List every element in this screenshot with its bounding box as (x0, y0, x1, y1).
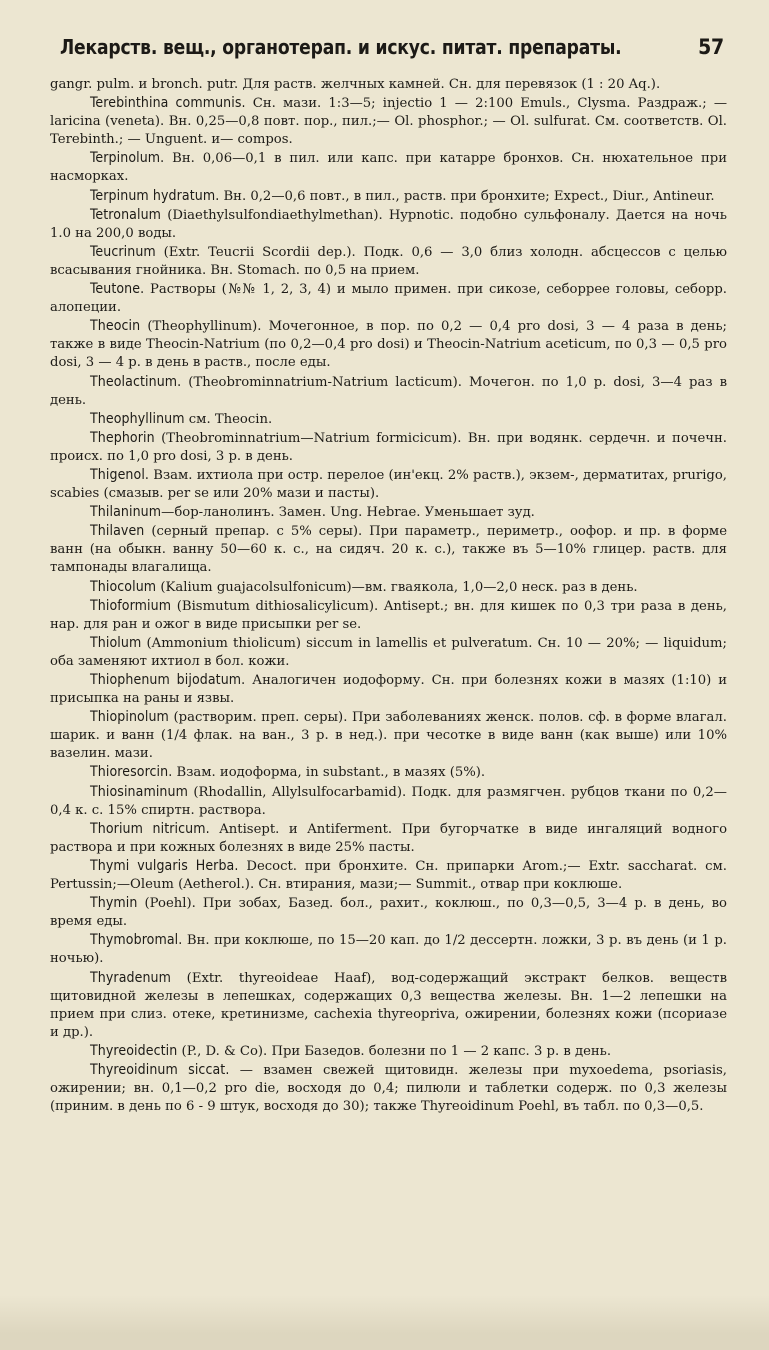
entry-thymobromal (50, 931, 727, 968)
dictionary-text (50, 76, 727, 1116)
entry-text: Antisept. и Antiferment. При бугорчатке в виде ингаляций водного раствора и при кожных болезнях в виде 25% пасты. (50, 821, 728, 855)
entry-thioresorcin (50, 763, 727, 782)
entry-terpinum (50, 187, 727, 206)
entry-text: Взам. ихтиола при остр. перелое (ин'екц. 2% раств.), экзем-, дерматитах, prurigo, scabies (смазыв. per se или 20% мази и пасты). (50, 467, 727, 502)
entry-term: Thioformium (90, 597, 172, 614)
page-number: 57 (698, 35, 724, 59)
entry-term: Thiolum (90, 634, 142, 651)
entry-thyreoidinum (50, 1061, 727, 1116)
entry-term: Thigenol. (90, 466, 150, 483)
entry-term: Terpinum hydratum. (90, 187, 220, 204)
entry-text: (P., D. & Co). При Базедов. болезни по 1 — 2 капс. 3 р. в день. (177, 1043, 612, 1059)
entry-term: Thioresorcin. (90, 764, 173, 781)
entry-term: Terebinthina communis. (90, 95, 246, 112)
entry-text: Сн. мази. 1:3—5; injectio 1 — 2:100 Emuls., Clysma. Раздраж.; — laricina (veneta). Вн. 0,25—0,8 повт. пор., пил.;— Ol. phosphor.; — Ol. sulfurat. См. соответств. Ol. Terebinth.; — Unguent. и— compos. (50, 96, 728, 148)
entry-term: Teutone. (90, 281, 145, 298)
page-header (60, 30, 724, 64)
entry-term: Thorium nitricum. (90, 820, 210, 837)
entry-thiosinaminum (50, 783, 727, 820)
entry-text: Вн. 0,2—0,6 повт., в пил., раств. при бронхите; Expect., Diur., Antineur. (219, 188, 715, 204)
entry-term: Thymin (90, 895, 138, 912)
entry-term: Thephorin (90, 429, 155, 446)
entry-text: (Kalium guajacolsulfonicum)—вм. гваякола, 1,0—2,0 неск. раз в день. (156, 579, 638, 595)
entry-text: (Extr. thyreoideae Haaf), вод-содержащий экстракт белков. веществ щитовидной железы в лепешках, содержащих 0,3 вещества железы. Вн. 1—2 лепешки на прием при слиз. отеке, кретинизме, cachexia thyreopriva, ожирении, болезнях кожи (псориазе и др.). (50, 970, 727, 1040)
entry-thilaninum (50, 503, 727, 522)
entry-term: Thyradenum (90, 969, 172, 986)
entry-term: Terpinolum. (90, 150, 165, 167)
entry-thymin (50, 894, 727, 931)
entry-term: Thilaninum (90, 504, 162, 521)
entry-term: Thymi vulgaris Herba. (90, 857, 239, 874)
entry-term: Thiophenum bijodatum. (90, 672, 246, 688)
entry-term: Thiopinolum (90, 709, 169, 726)
entry-tetronalum (50, 206, 727, 243)
entry-theocin (50, 317, 727, 372)
entry-thymi (50, 857, 727, 894)
entry-text: (Theophyllinum). Мочегонное, в пор. по 0,2 — 0,4 pro dosi, 3 — 4 раза в день; также в виде Theocin-Natrium (по 0,2—0,4 pro dosi) и Theocin-Natrium aceticum, по 0,3 — 0,5 pro dosi, 3 — 4 р. в день в раств., после еды. (50, 319, 727, 371)
entry-thioformium (50, 597, 727, 634)
entry-thephorin (50, 429, 727, 466)
entry-text: — взамен свежей щитовидн. железы при myxoedema, psoriasis, ожирении; вн. 0,1—0,2 pro die, восходя до 0,4; пилюли и таблетки содерж. по 0,3 железы (приним. в день по 6 - 9 штук, восходя до 30); также Thyreoidinum Poehl, въ табл. по 0,3—0,5. (50, 1062, 727, 1115)
entry-terebinthina (50, 94, 727, 149)
entry-term: Theolactinum. (90, 373, 182, 390)
entry-text: (Extr. Teucrii Scordii dep.). Подк. 0,6 — 3,0 близ холодн. абсцессов с целью всасывания гнойника. Вн. Stomach. по 0,5 на прием. (50, 244, 727, 278)
entry-text: (Theobrominnatrium-Natrium lacticum). Мочегон. по 1,0 p. dosi, 3—4 раз в день. (50, 374, 727, 408)
entry-thiocolum (50, 578, 727, 597)
entry-term: Thyreoidinum siccat. (90, 1061, 230, 1078)
entry-theophyllinum (50, 410, 727, 429)
entry-text: Вн. при коклюше, по 15—20 кап. до 1/2 дессертн. ложки, 3 р. въ день (и 1 р. ночью). (50, 933, 727, 967)
entry-thigenol (50, 466, 727, 503)
entry-text: (Theobrominnatrium—Natrium formicicum). Вн. при водянк. сердечн. и почечн. происх. по 1,0 pro dosi, 3 р. в день. (50, 430, 727, 464)
entry-text: (Bismutum dithiosalicylicum). Antisept.; вн. для кишек по 0,3 три раза в день, нар. для ран и ожог в виде присыпки per se. (50, 598, 727, 632)
entry-term: Thyreoidectin (90, 1042, 178, 1059)
running-title: Лекарств. вещ., органотерап. и искус. питат. препараты. (60, 35, 622, 59)
entry-text: (Poehl). При зобах, Базед. бол., рахит., коклюш., по 0,3—0,5, 3—4 р. в день, во время еды. (50, 896, 727, 930)
entry-thorium (50, 820, 727, 857)
entry-term: Thiosinaminum (90, 783, 188, 800)
entry-term: Theocin (90, 318, 141, 335)
entry-text: см. Theocin. (184, 411, 273, 427)
entry-text: (растворим. преп. серы). При заболеваниях женск. полов. сф. в форме влагал. шарик. и ванн (1/4 флак. на ван., 3 р. в нед.). при чесотке в виде ванн (как выше) или 10% вазелин. мази. (50, 710, 727, 762)
entry-text: (серный препар. с 5% серы). При параметр., периметр., оофор. и пр. в форме ванн (на обыкн. ванну 50—60 к. с., на сидяч. 20 к. с.), также въ 5—10% глицер. раств. для тампонады влагалища. (50, 524, 727, 576)
entry-text: —бор-ланолинъ. Замен. Ung. Hebrae. Уменьшает зуд. (161, 505, 535, 521)
entry-thilaven (50, 522, 727, 577)
entry-thiolum (50, 634, 727, 671)
entry-terpinolum (50, 149, 727, 186)
entry-text: Взам. иодоформа, in substant., в мазях (5%). (172, 765, 486, 781)
entry-text: Аналогичен иодоформу. Сн. при болезнях кожи в мазях (1:10) и присыпка на раны и язвы. (50, 673, 727, 707)
entry-text: gangr. pulm. и bronch. putr. Для раств. желчных камней. Сн. для перевязок (1 : 20 Aq.). (50, 77, 661, 92)
entry-thiopinolum (50, 708, 727, 763)
entry-term: Thilaven (90, 523, 145, 540)
entry-continuation (50, 76, 727, 94)
entry-text: (Rhodallin, Allylsulfocarbamid). Подк. для размягчен. рубцов ткани по 0,2—0,4 к. с. 15% спиртн. раствора. (50, 784, 727, 818)
entry-thyradenum (50, 969, 727, 1042)
entry-term: Teucrinum (90, 243, 156, 260)
entry-term: Tetronalum (90, 206, 162, 223)
entry-teucrinum (50, 243, 727, 280)
entry-text: Вн. 0,06—0,1 в пил. или капс. при катарре бронхов. Сн. нюхательное при насморках. (50, 151, 727, 185)
entry-thiophenum (50, 671, 727, 708)
entry-term: Thymobromal. (90, 932, 183, 949)
entry-text: (Ammonium thiolicum) siccum in lamellis et pulveratum. Сн. 10 — 20%; — liquidum; оба заменяют ихтиол в бол. кожи. (50, 635, 727, 669)
entry-term: Theophyllinum (90, 410, 185, 427)
entry-thyreoidectin (50, 1042, 727, 1061)
entry-theolactinum (50, 373, 727, 410)
entry-text: Растворы (№№ 1, 2, 3, 4) и мыло примен. при сикозе, себоррее головы, себорр. алопеции. (50, 282, 727, 316)
entry-text: Decoct. при бронхите. Сн. припарки Arom.;— Extr. saccharat. см. Pertussin;—Oleum (Aetherol.). Сн. втирания, мази;— Summit., отвар при коклюше. (50, 858, 727, 893)
entry-teutone (50, 280, 727, 317)
entry-text: (Diaethylsulfondiaethylmethan). Hypnotic. подобно сульфоналу. Дается на ночь 1.0 на 200,0 воды. (50, 207, 727, 241)
entry-term: Thiocolum (90, 578, 157, 595)
